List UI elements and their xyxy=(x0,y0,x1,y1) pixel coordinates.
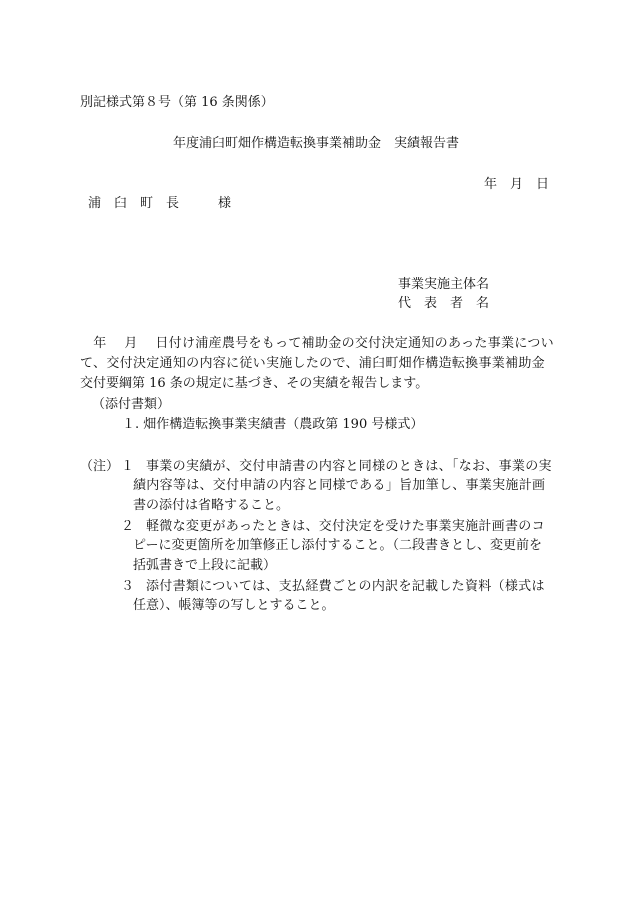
applicant-label: 事業実施主体名 xyxy=(398,277,490,292)
addressee: 浦 臼 町 長 様 xyxy=(88,196,232,211)
note-1-line-3: 書の添付は省略すること。 xyxy=(133,498,290,513)
note-2-line-1: 軽微な変更があったときは、交付決定を受けた事業実施計画書のコ xyxy=(146,519,545,534)
note-1-line-1: 事業の実績が、交付申請書の内容と同様のときは、「なお、事業の実 xyxy=(146,459,552,474)
note-1-line-2: 績内容等は、交付申請の内容と同様である」旨加筆し、事業実施計画 xyxy=(133,478,546,493)
note-number: ３ xyxy=(121,579,135,594)
notes-label: （注） xyxy=(80,459,120,474)
note-2-line-3: 括弧書きで上段に記載） xyxy=(133,558,277,573)
date-line: 年 月 日 xyxy=(484,177,550,192)
note-number: １ xyxy=(121,459,135,474)
representative-label: 代 表 者 名 xyxy=(398,296,490,311)
attachments-heading: （添付書類） xyxy=(92,397,171,412)
form-number: 別記様式第８号（第 16 条関係） xyxy=(80,95,274,110)
body-line-3: 交付要綱第 16 条の規定に基づき、その実績を報告します。 xyxy=(80,376,429,391)
note-3-line-2: 任意）、帳簿等の写しとすること。 xyxy=(133,598,335,613)
document-title: 年度浦臼町畑作構造転換事業補助金 実績報告書 xyxy=(173,136,460,151)
body-line-2: て、交付決定通知の内容に従い実施したので、浦臼町畑作構造転換事業補助金 xyxy=(80,356,545,371)
body-line-1: 年 月 日付け浦産農号をもって補助金の交付決定通知のあった事業につい xyxy=(80,336,554,351)
note-3-line-1: 添付書類については、支払経費ごとの内訳を記載した資料（様式は xyxy=(146,579,545,594)
note-2-line-2: ピーに変更箇所を加筆修正し添付すること。（二段書きとし、変更前を xyxy=(133,538,542,553)
attachment-item: １. 畑作構造転換事業実績書（農政第 190 号様式） xyxy=(122,417,424,432)
note-number: ２ xyxy=(121,519,135,534)
